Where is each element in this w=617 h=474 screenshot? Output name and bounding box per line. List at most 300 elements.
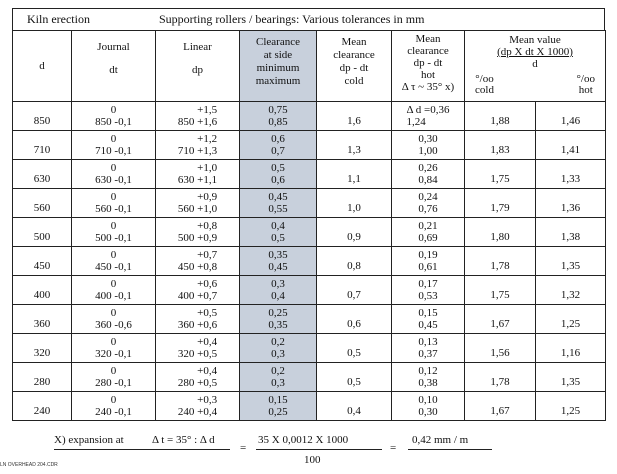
footer-fraction-bar	[256, 449, 382, 450]
cell-linear	[156, 247, 240, 276]
cell-d-value: 500	[33, 231, 51, 243]
cell-journal	[72, 102, 156, 131]
cell-journal	[72, 131, 156, 160]
cell-journal	[72, 276, 156, 305]
linear-size: 450 +0,8	[177, 261, 218, 273]
clearance-min: 0,4	[271, 220, 285, 232]
mean-cold-value: 1,1	[347, 173, 361, 185]
cell-value-hot	[536, 276, 606, 305]
linear-size: 280 +0,5	[177, 377, 218, 389]
cell-linear	[156, 334, 240, 363]
header-mean-value-line: Mean value	[509, 34, 561, 46]
journal-tol: 0	[110, 394, 117, 406]
clearance-pair	[268, 394, 287, 420]
cell-linear	[156, 102, 240, 131]
cell-mean-hot	[392, 276, 465, 305]
cell-linear	[156, 305, 240, 334]
value-hot: 1,25	[560, 405, 581, 417]
value-hot: 1,25	[560, 318, 581, 330]
cell-linear	[156, 363, 240, 392]
cell-d-value: 710	[33, 144, 51, 156]
cell-mean-hot	[392, 334, 465, 363]
footer-denominator: 100	[304, 454, 321, 466]
table-row	[13, 102, 606, 131]
cell-value-hot	[536, 160, 606, 189]
clearance-pair	[271, 278, 285, 304]
cell-value-hot	[536, 363, 606, 392]
mean-hot-pair	[418, 336, 437, 362]
value-cold: 1,67	[490, 318, 510, 330]
journal-tol: 0	[110, 307, 117, 319]
mean-hot-value: 1,24	[406, 116, 426, 128]
mean-hot-delta: 0,10	[418, 394, 438, 406]
journal-tol: 0	[110, 104, 117, 116]
journal-size: 710 -0,1	[95, 145, 132, 157]
header-mean-hot-line: hot	[420, 69, 436, 81]
cell-value-hot	[536, 247, 606, 276]
cell-d	[13, 218, 72, 247]
mean-cold-value: 0,5	[347, 376, 361, 388]
linear-pair	[178, 365, 217, 391]
table-row	[13, 363, 606, 392]
linear-tol: +1,2	[197, 133, 218, 145]
cell-clearance	[240, 334, 317, 363]
cell-mean-hot	[392, 160, 465, 189]
value-hot: 1,36	[560, 202, 581, 214]
cell-value-cold	[465, 392, 536, 421]
table-row	[13, 334, 606, 363]
header-mean-value-line: (dp X dt X 1000)	[497, 46, 573, 58]
header-clearance-line: maximum	[255, 75, 301, 87]
value-cold: 1,80	[490, 231, 510, 243]
footer-underline	[54, 449, 230, 450]
journal-pair	[95, 336, 132, 362]
header-permil-hot	[577, 74, 595, 96]
value-hot: 1,41	[560, 144, 581, 156]
cell-value-hot	[536, 305, 606, 334]
header-mean-hot-line: clearance	[407, 45, 449, 57]
journal-pair	[95, 162, 132, 188]
mean-hot-pair	[418, 365, 437, 391]
cell-d-value: 850	[33, 115, 51, 127]
cell-value-cold	[465, 334, 536, 363]
clearance-max: 0,55	[268, 203, 288, 215]
header-clearance-line: at side	[263, 49, 293, 61]
mean-hot-delta: 0,24	[418, 191, 438, 203]
footer-result: 0,42 mm / m	[412, 434, 469, 446]
cell-d	[13, 160, 72, 189]
clearance-max: 0,7	[271, 145, 285, 157]
mean-hot-value: 0,76	[418, 203, 438, 215]
footer-equals-2: =	[390, 442, 397, 454]
journal-pair	[95, 365, 132, 391]
table-row	[13, 305, 606, 334]
journal-size: 280 -0,1	[95, 377, 132, 389]
value-cold: 1,67	[490, 405, 510, 417]
cell-journal	[72, 160, 156, 189]
header-mean-cold-line: clearance	[333, 49, 375, 61]
linear-tol: +1,0	[197, 162, 218, 174]
cell-d	[13, 305, 72, 334]
mean-cold-value: 0,6	[347, 318, 361, 330]
linear-tol: +1,5	[197, 104, 218, 116]
clearance-max: 0,85	[268, 116, 288, 128]
header-mean-hot-line: Mean	[415, 33, 441, 45]
cell-mean-hot	[392, 131, 465, 160]
linear-pair	[178, 278, 217, 304]
clearance-max: 0,5	[271, 232, 285, 244]
mean-cold-value: 0,8	[347, 260, 361, 272]
cell-linear	[156, 131, 240, 160]
linear-tol: +0,6	[197, 278, 218, 290]
mean-hot-delta: Δ d =0,36	[406, 104, 450, 116]
clearance-pair	[268, 104, 287, 130]
linear-pair	[178, 249, 217, 275]
header-mean-hot	[392, 31, 465, 102]
cell-mean-hot	[392, 189, 465, 218]
header-journal-sub: dt	[109, 64, 118, 76]
title-kiln-erection: Kiln erection	[27, 12, 90, 26]
cell-value-cold	[465, 276, 536, 305]
footer-label: X) expansion at	[54, 434, 124, 446]
header-mean-cold-line: Mean	[341, 36, 367, 48]
mean-hot-delta: 0,26	[418, 162, 438, 174]
value-cold: 1,78	[490, 376, 510, 388]
journal-tol: 0	[110, 162, 117, 174]
mean-hot-pair	[418, 278, 437, 304]
header-linear-label: Linear	[183, 41, 212, 53]
linear-pair	[178, 307, 217, 333]
tolerance-table	[12, 30, 606, 421]
linear-pair	[178, 162, 217, 188]
cell-value-cold	[465, 218, 536, 247]
linear-tol: +0,3	[197, 394, 218, 406]
header-mean-value-line: d	[532, 58, 538, 70]
journal-tol: 0	[110, 133, 117, 145]
value-cold: 1,88	[490, 115, 510, 127]
clearance-min: 0,15	[268, 394, 288, 406]
header-mean-cold-line: cold	[344, 75, 364, 87]
clearance-pair	[268, 307, 287, 333]
cell-linear	[156, 160, 240, 189]
value-hot: 1,35	[560, 260, 581, 272]
value-hot: 1,16	[560, 347, 581, 359]
clearance-min: 0,35	[268, 249, 288, 261]
linear-tol: +0,4	[197, 336, 218, 348]
table-row	[13, 218, 606, 247]
linear-tol: +0,4	[197, 365, 218, 377]
header-mean-cold	[317, 31, 392, 102]
mean-hot-pair	[418, 220, 437, 246]
cell-d	[13, 276, 72, 305]
journal-tol: 0	[110, 365, 117, 377]
journal-size: 850 -0,1	[95, 116, 132, 128]
clearance-max: 0,3	[271, 377, 285, 389]
cell-journal	[72, 247, 156, 276]
file-note: LN OVERHEAD 204.CDR	[0, 462, 58, 468]
value-hot: 1,46	[560, 115, 581, 127]
mean-hot-value: 0,38	[418, 377, 438, 389]
cell-value-cold	[465, 160, 536, 189]
linear-tol: +0,8	[197, 220, 218, 232]
permil-cold-symbol: °/oo	[475, 73, 494, 85]
cell-mean-cold	[317, 247, 392, 276]
permil-hot-label: hot	[578, 84, 593, 96]
cell-d	[13, 363, 72, 392]
journal-pair	[95, 249, 132, 275]
mean-hot-pair	[418, 394, 437, 420]
journal-size: 500 -0,1	[95, 232, 132, 244]
mean-hot-value: 0,61	[418, 261, 438, 273]
clearance-min: 0,2	[271, 365, 285, 377]
mean-hot-value: 0,69	[418, 232, 438, 244]
header-d	[13, 31, 72, 102]
clearance-max: 0,6	[271, 174, 285, 186]
mean-hot-delta: 0,19	[418, 249, 438, 261]
clearance-max: 0,3	[271, 348, 285, 360]
mean-hot-value: 0,53	[418, 290, 438, 302]
mean-cold-value: 0,4	[347, 405, 361, 417]
linear-tol: +0,7	[197, 249, 218, 261]
table-row	[13, 392, 606, 421]
cell-journal	[72, 363, 156, 392]
clearance-pair	[271, 365, 285, 391]
header-linear-sub: dp	[192, 64, 203, 76]
mean-hot-delta: 0,21	[418, 220, 438, 232]
cell-d	[13, 189, 72, 218]
linear-pair	[178, 191, 217, 217]
linear-tol: +0,9	[197, 191, 218, 203]
linear-size: 360 +0,6	[177, 319, 218, 331]
linear-size: 710 +1,3	[177, 145, 218, 157]
cell-clearance	[240, 305, 317, 334]
cell-mean-hot	[392, 102, 465, 131]
cell-value-cold	[465, 102, 536, 131]
journal-size: 560 -0,1	[95, 203, 132, 215]
mean-hot-delta: 0,13	[418, 336, 438, 348]
mean-cold-value: 1,0	[347, 202, 361, 214]
cell-value-hot	[536, 334, 606, 363]
cell-mean-cold	[317, 363, 392, 392]
mean-cold-value: 0,9	[347, 231, 361, 243]
journal-size: 630 -0,1	[95, 174, 132, 186]
header-row	[13, 31, 606, 102]
clearance-max: 0,45	[268, 261, 288, 273]
clearance-max: 0,25	[268, 406, 288, 418]
journal-tol: 0	[110, 336, 117, 348]
cell-d-value: 360	[33, 318, 51, 330]
linear-size: 400 +0,7	[177, 290, 218, 302]
permil-cold-label: cold	[475, 84, 494, 96]
value-cold: 1,78	[490, 260, 510, 272]
mean-cold-value: 1,3	[347, 144, 361, 156]
table-row	[13, 160, 606, 189]
cell-mean-cold	[317, 189, 392, 218]
journal-pair	[95, 133, 132, 159]
journal-pair	[95, 104, 132, 130]
header-clearance	[240, 31, 317, 102]
mean-hot-value: 0,84	[418, 174, 438, 186]
clearance-pair	[271, 133, 285, 159]
linear-size: 500 +0,9	[177, 232, 218, 244]
cell-clearance	[240, 102, 317, 131]
cell-clearance	[240, 363, 317, 392]
mean-hot-pair	[407, 104, 450, 130]
cell-value-cold	[465, 305, 536, 334]
value-cold: 1,83	[490, 144, 510, 156]
cell-d	[13, 131, 72, 160]
cell-journal	[72, 334, 156, 363]
mean-hot-delta: 0,17	[418, 278, 438, 290]
journal-pair	[95, 394, 132, 420]
cell-journal	[72, 392, 156, 421]
header-mean-hot-line: dp - dt	[413, 57, 443, 69]
footer-numerator: 35 X 0,0012 X 1000	[258, 434, 349, 446]
clearance-max: 0,4	[271, 290, 285, 302]
cell-clearance	[240, 247, 317, 276]
table-row	[13, 247, 606, 276]
header-clearance-line: Clearance	[256, 36, 300, 48]
cell-clearance	[240, 392, 317, 421]
cell-mean-cold	[317, 131, 392, 160]
value-hot: 1,33	[560, 173, 581, 185]
mean-hot-value: 1,00	[418, 145, 438, 157]
cell-clearance	[240, 160, 317, 189]
table-row	[13, 276, 606, 305]
header-permil-cold	[475, 74, 494, 96]
clearance-pair	[268, 249, 287, 275]
cell-d-value: 450	[33, 260, 51, 272]
footer-result-underline	[408, 449, 492, 450]
mean-hot-value: 0,45	[418, 319, 438, 331]
linear-size: 850 +1,6	[177, 116, 218, 128]
cell-d-value: 280	[33, 376, 51, 388]
footer-equals-1: =	[240, 442, 247, 454]
cell-value-hot	[536, 131, 606, 160]
cell-mean-cold	[317, 218, 392, 247]
cell-linear	[156, 218, 240, 247]
mean-hot-delta: 0,12	[418, 365, 438, 377]
cell-clearance	[240, 276, 317, 305]
mean-cold-value: 1,6	[347, 115, 361, 127]
cell-value-cold	[465, 189, 536, 218]
linear-size: 630 +1,1	[177, 174, 218, 186]
header-permil-row	[465, 74, 605, 96]
clearance-min: 0,6	[271, 133, 285, 145]
mean-hot-delta: 0,15	[418, 307, 438, 319]
clearance-min: 0,2	[271, 336, 285, 348]
cell-value-hot	[536, 102, 606, 131]
linear-pair	[178, 133, 217, 159]
linear-pair	[178, 394, 217, 420]
journal-pair	[95, 191, 132, 217]
journal-tol: 0	[110, 278, 117, 290]
mean-hot-pair	[418, 162, 437, 188]
cell-mean-hot	[392, 392, 465, 421]
clearance-min: 0,3	[271, 278, 285, 290]
cell-mean-cold	[317, 392, 392, 421]
mean-hot-pair	[418, 307, 437, 333]
cell-d	[13, 247, 72, 276]
value-cold: 1,75	[490, 173, 510, 185]
journal-pair	[95, 278, 132, 304]
cell-mean-hot	[392, 363, 465, 392]
journal-size: 400 -0,1	[95, 290, 132, 302]
value-hot: 1,32	[560, 289, 581, 301]
clearance-min: 0,75	[268, 104, 288, 116]
footer-condition: Δ t = 35° : Δ d	[152, 434, 215, 446]
clearance-min: 0,45	[268, 191, 288, 203]
header-d-label: d	[39, 59, 45, 72]
linear-size: 560 +1,0	[177, 203, 218, 215]
journal-pair	[95, 220, 132, 246]
value-hot: 1,38	[560, 231, 581, 243]
cell-mean-cold	[317, 102, 392, 131]
cell-mean-cold	[317, 305, 392, 334]
journal-tol: 0	[110, 220, 117, 232]
linear-size: 240 +0,4	[177, 406, 218, 418]
mean-hot-pair	[418, 249, 437, 275]
linear-pair	[178, 336, 217, 362]
footer-formula	[0, 430, 617, 474]
cell-clearance	[240, 189, 317, 218]
title-supporting-rollers: Supporting rollers / bearings: Various tolerances in mm	[159, 12, 425, 26]
cell-mean-hot	[392, 305, 465, 334]
clearance-max: 0,35	[268, 319, 288, 331]
header-clearance-line: minimum	[256, 62, 300, 74]
cell-clearance	[240, 131, 317, 160]
cell-value-hot	[536, 392, 606, 421]
header-mean-hot-line: Δ τ ~ 35° x)	[401, 81, 455, 93]
cell-d-value: 240	[33, 405, 51, 417]
header-linear	[156, 31, 240, 102]
cell-d	[13, 334, 72, 363]
cell-linear	[156, 189, 240, 218]
cell-value-cold	[465, 247, 536, 276]
mean-cold-value: 0,5	[347, 347, 361, 359]
clearance-min: 0,5	[271, 162, 285, 174]
cell-d-value: 400	[33, 289, 51, 301]
cell-d-value: 560	[33, 202, 51, 214]
value-hot: 1,35	[560, 376, 581, 388]
cell-mean-hot	[392, 247, 465, 276]
header-mean-value	[465, 31, 606, 102]
clearance-min: 0,25	[268, 307, 288, 319]
clearance-pair	[268, 191, 287, 217]
cell-value-cold	[465, 363, 536, 392]
journal-size: 320 -0,1	[95, 348, 132, 360]
cell-linear	[156, 392, 240, 421]
cell-mean-cold	[317, 160, 392, 189]
table-body	[13, 102, 606, 421]
table-row	[13, 189, 606, 218]
cell-clearance	[240, 218, 317, 247]
mean-hot-pair	[418, 191, 437, 217]
value-cold: 1,79	[490, 202, 510, 214]
clearance-pair	[271, 220, 285, 246]
cell-journal	[72, 218, 156, 247]
journal-size: 240 -0,1	[95, 406, 132, 418]
cell-d-value: 320	[33, 347, 51, 359]
cell-journal	[72, 189, 156, 218]
permil-hot-symbol: °/oo	[576, 73, 595, 85]
cell-value-cold	[465, 131, 536, 160]
cell-d-value: 630	[33, 173, 51, 185]
linear-tol: +0,5	[197, 307, 218, 319]
linear-size: 320 +0,5	[177, 348, 218, 360]
value-cold: 1,56	[490, 347, 510, 359]
linear-pair	[178, 220, 217, 246]
